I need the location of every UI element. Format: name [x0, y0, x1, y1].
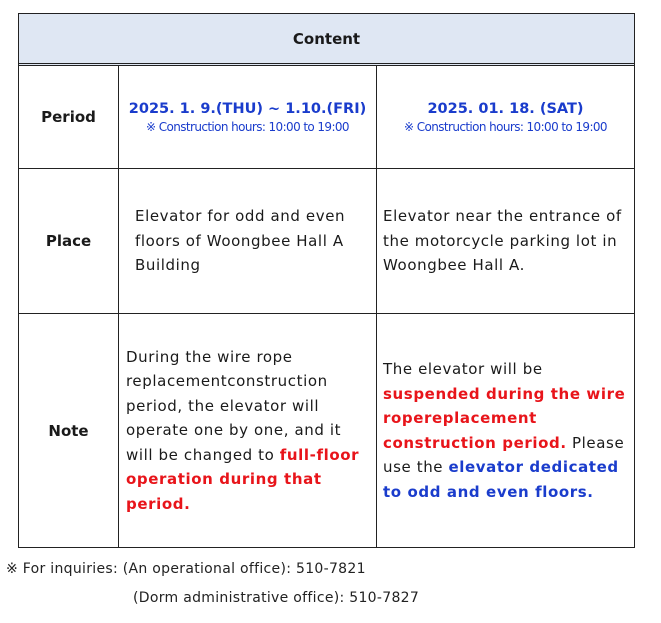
note-text-2-highlight: suspended during the wire ropereplacement construction period. — [383, 384, 626, 452]
place-row — [19, 169, 634, 314]
place-text-1: Elevator for odd and even floors of Woongbee Hall A Building — [135, 207, 346, 275]
note-text-2-end: . — [587, 482, 594, 501]
inquiry-line-1: ※ For inquiries: (An operational office): 510-7821 — [6, 561, 366, 577]
note-text-1-end: . — [184, 494, 191, 513]
period-row — [19, 66, 634, 169]
note-text-2-blue: elevator dedicated to odd and even floors — [383, 458, 619, 501]
period-dates-1: 2025. 1. 9.(THU) ~ 1.10.(FRI) — [128, 100, 367, 117]
place-cell-1 — [119, 169, 377, 313]
table-header: Content — [19, 14, 634, 66]
period-dates-2: 2025. 01. 18. (SAT) — [427, 100, 584, 117]
construction-hours-2: ※ Construction hours: 10:00 to 19:00 — [404, 119, 607, 134]
period-cell-2 — [377, 66, 634, 168]
note-text-1-body: During the wire rope replacementconstruction period, the elevator will operate one by one, and it will be changed to — [126, 347, 342, 464]
note-row — [19, 314, 634, 547]
note-text-1 — [126, 345, 368, 517]
note-text-2 — [383, 357, 628, 504]
note-cell-2 — [377, 314, 634, 547]
inquiry-line-2: (Dorm administrative office): 510-7827 — [133, 590, 420, 606]
note-text-2-body: The elevator will be — [383, 360, 543, 378]
place-cell-2 — [377, 169, 634, 313]
construction-hours-1: ※ Construction hours: 10:00 to 19:00 — [146, 119, 349, 134]
place-label: Place — [19, 169, 119, 313]
note-text-2-body-2: Please use the — [383, 433, 625, 476]
period-label: Period — [19, 66, 119, 168]
note-label: Note — [19, 314, 119, 547]
place-text-2: Elevator near the entrance of the motorcycle parking lot in Woongbee Hall A. — [383, 207, 622, 275]
period-cell-1 — [119, 66, 377, 168]
notice-table — [18, 13, 635, 548]
note-text-1-highlight: full-floor operation during that period — [126, 445, 360, 513]
note-cell-1 — [119, 314, 377, 547]
